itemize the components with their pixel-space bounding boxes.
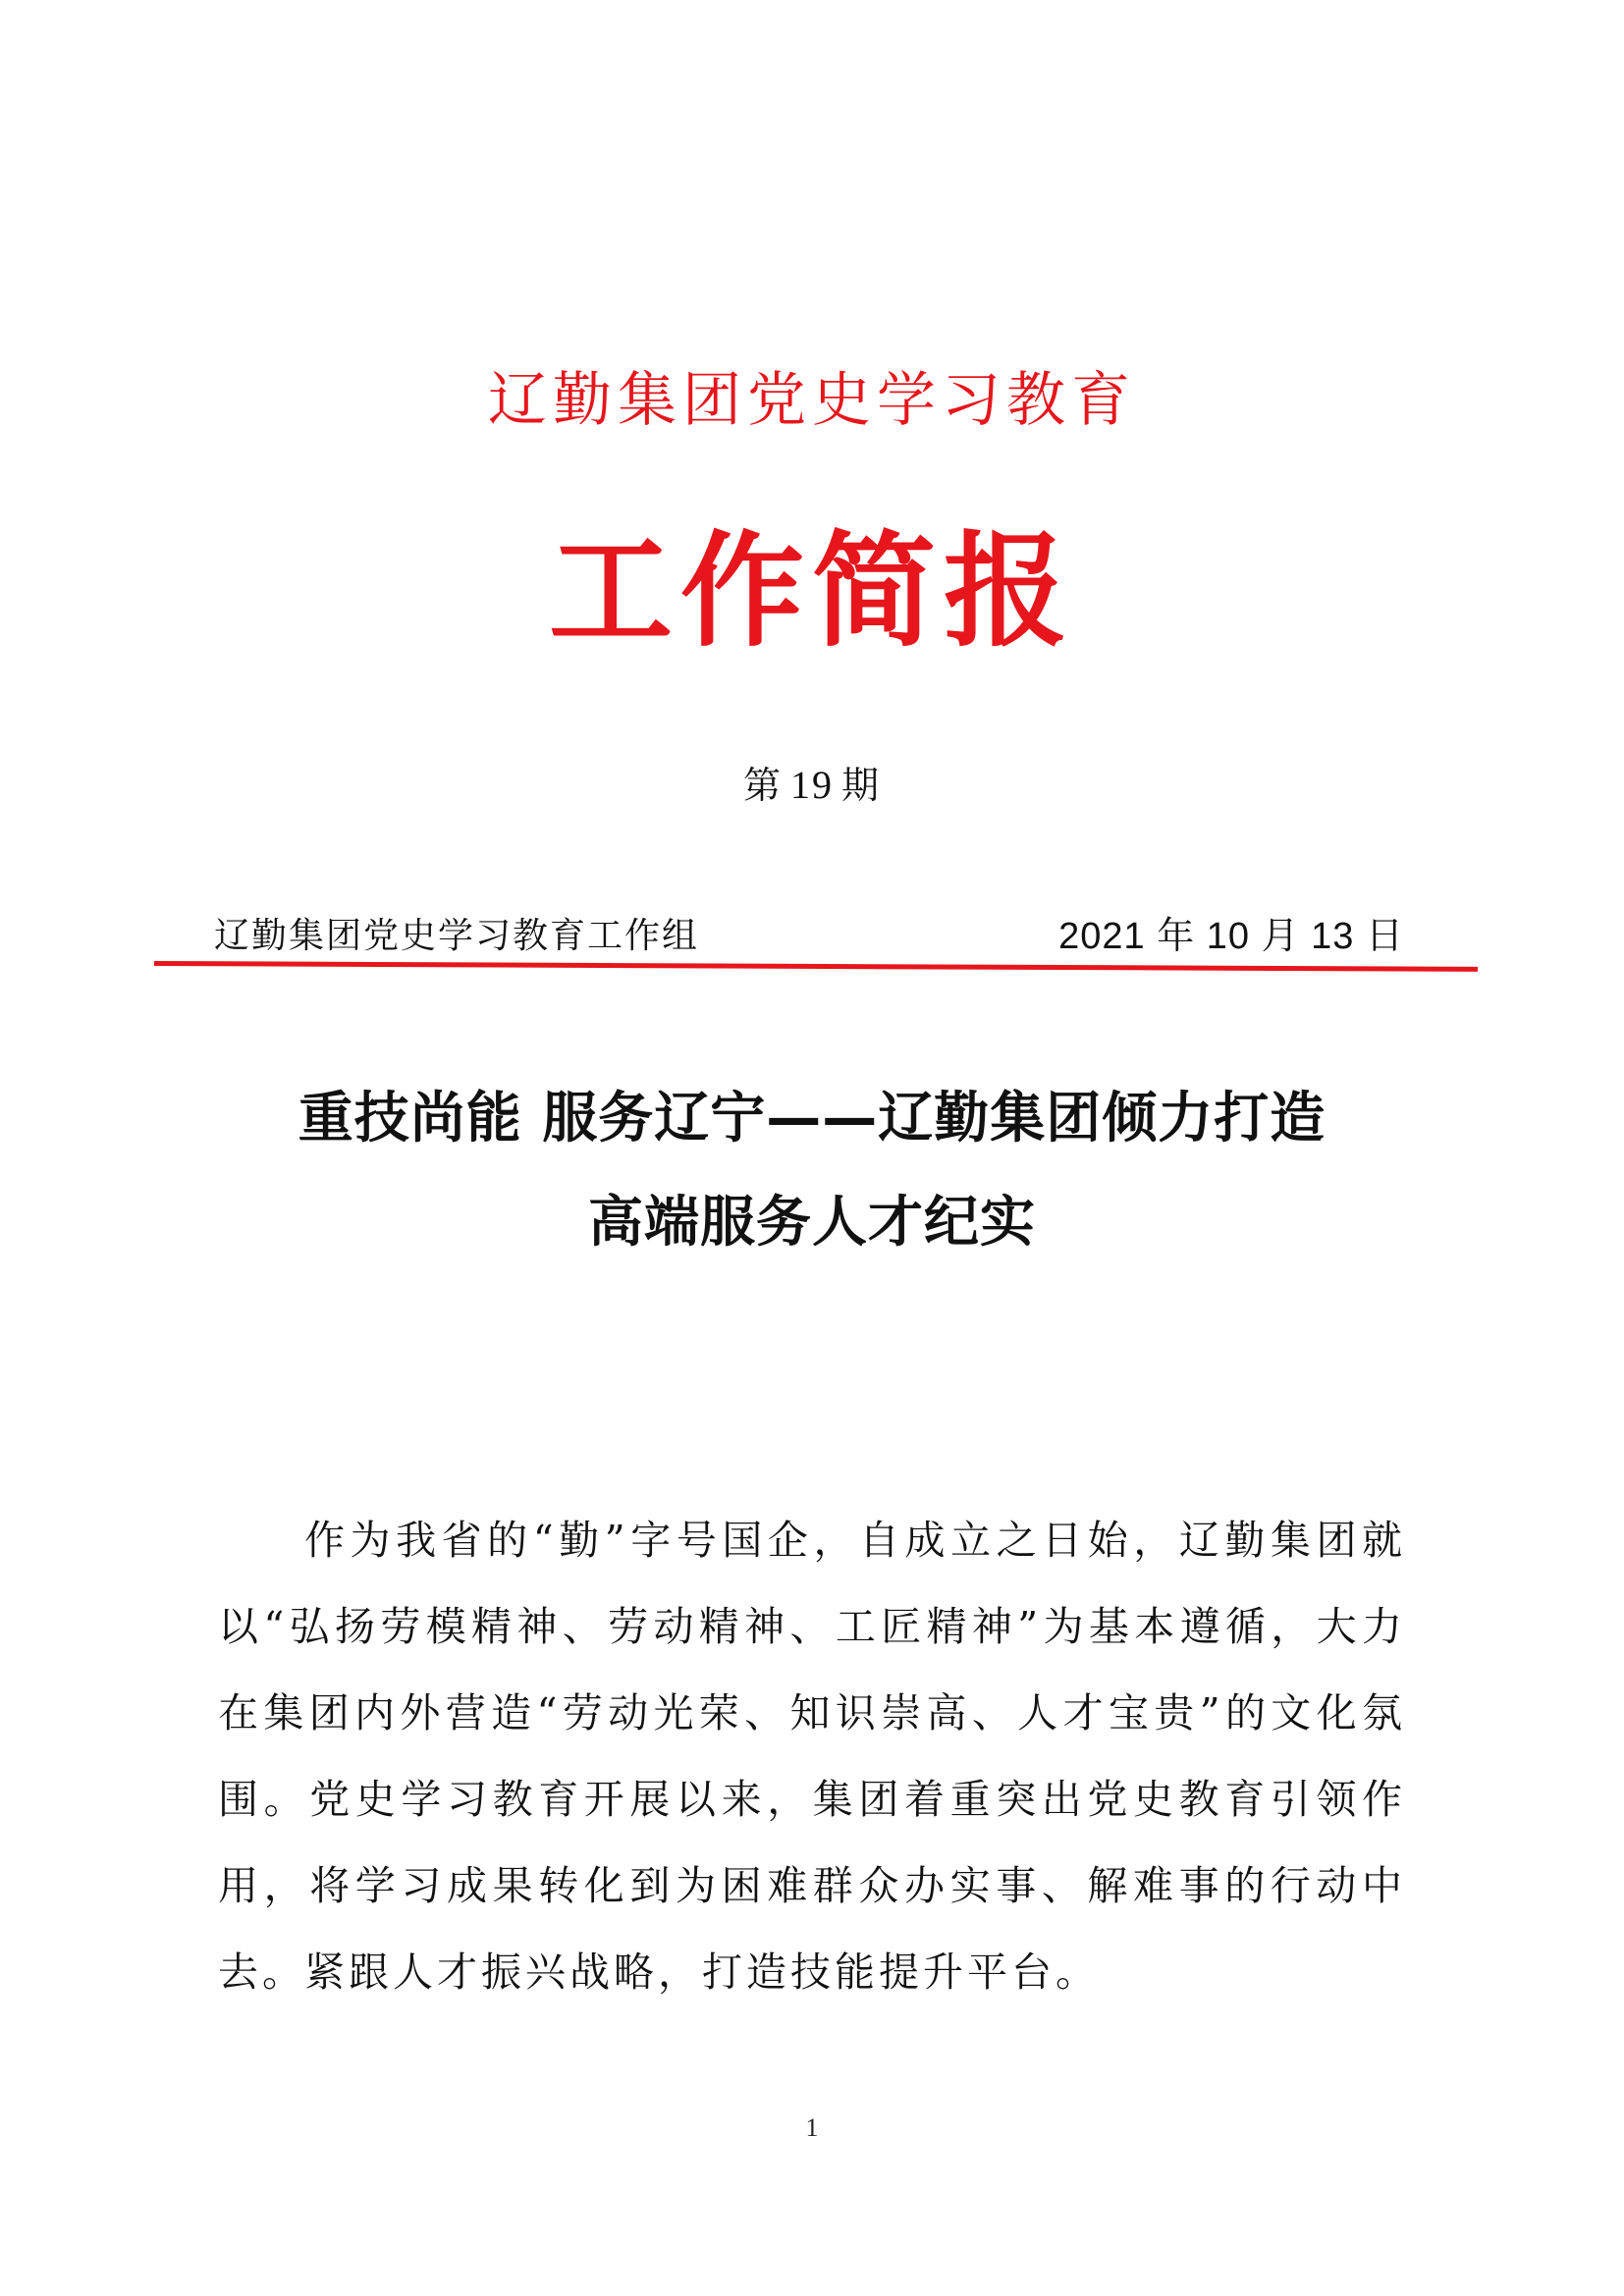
page-number: 1	[805, 2113, 819, 2142]
bulletin-title: 工作简报	[549, 519, 1075, 664]
issue-date: 2021 年 10 月 13 日	[1058, 916, 1404, 957]
issuer-name: 辽勤集团党史学习教育工作组	[214, 916, 700, 956]
issue-suffix: 期	[841, 764, 882, 807]
article-paragraph-2: 紧跟人才振兴战略，打造技能提升平台。	[304, 1949, 1100, 1996]
article-paragraph-1: 作为我省的“勤”字号国企，自成立之日始，辽勤集团就以“弘扬劳模精神、劳动精神、工匠精神”为基本遵循，大力在集团内外营造“劳动光荣、知识崇高、人才宝贵”的文化氛围。党史学习教育开展以来，集团着重突出党史教育引领作用，将学习成果转化到为困难群众办实事、解难事的行动中去。	[218, 1517, 1406, 1996]
article-title-line-1: 重技尚能 服务辽宁——辽勤集团倾力打造	[298, 1087, 1326, 1150]
red-header-rule	[154, 961, 1478, 972]
issuer-date-row	[214, 911, 1404, 962]
issue-number: 19	[790, 763, 834, 807]
issue-prefix: 第	[742, 764, 783, 807]
article-title-line-2: 高端服务人才纪实	[588, 1191, 1036, 1255]
bulletin-org-heading: 辽勤集团党史学习教育	[488, 366, 1136, 435]
issue-label	[0, 761, 1624, 810]
